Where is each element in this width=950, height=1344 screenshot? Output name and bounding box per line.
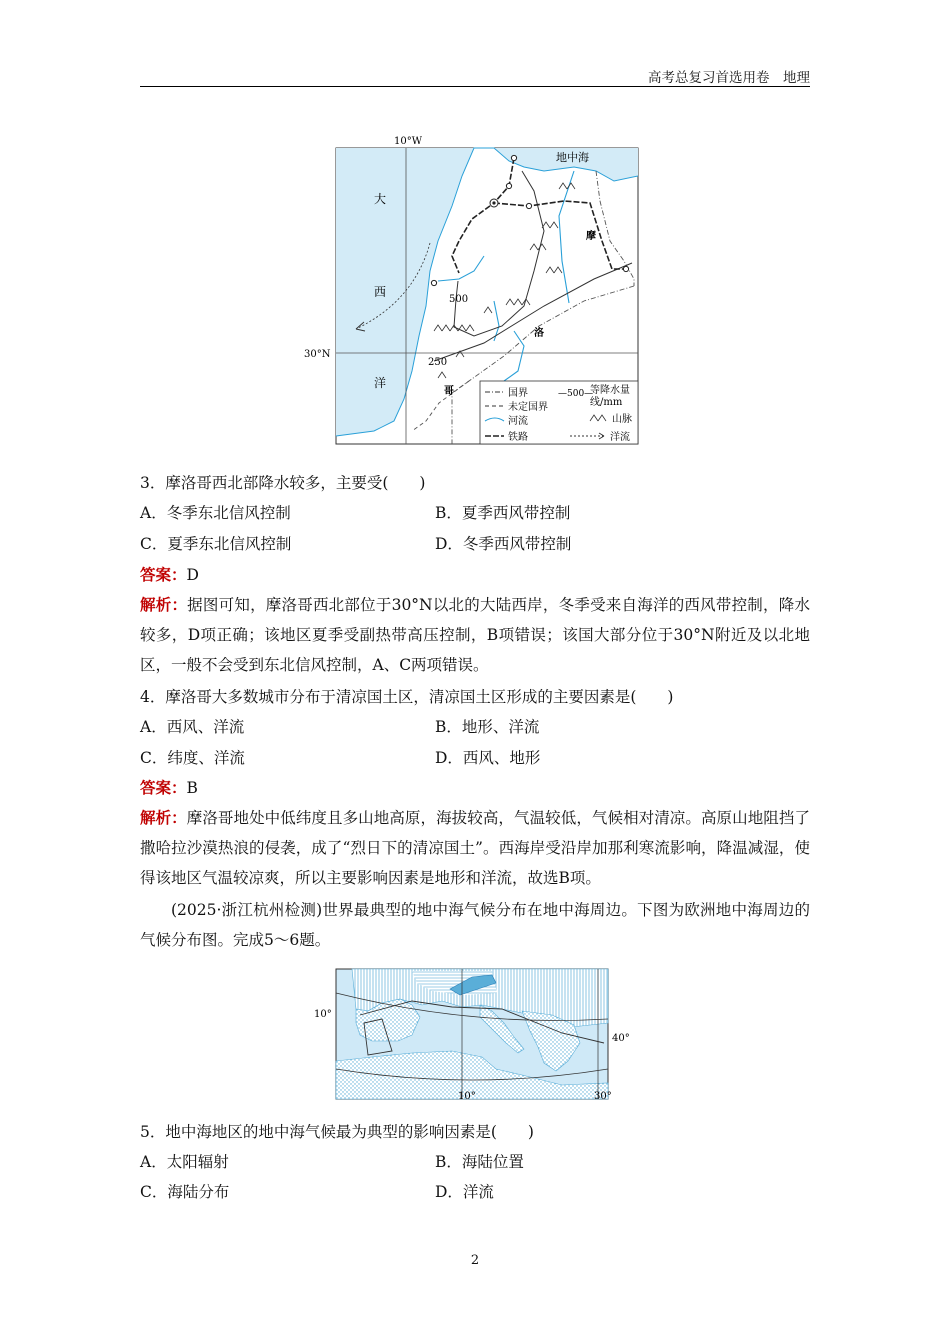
legend-isohyet-sym: —500— bbox=[558, 389, 594, 399]
lon-label-right: 30° bbox=[594, 1091, 612, 1102]
q3-option-c: C．夏季东北信风控制 bbox=[140, 535, 292, 553]
q5-option-c: C．海陆分布 bbox=[140, 1183, 230, 1201]
ocean-char-1: 大 bbox=[374, 192, 387, 206]
q4-analysis bbox=[140, 803, 810, 893]
map-legend bbox=[480, 381, 638, 444]
legend-railway: 铁路 bbox=[508, 432, 528, 443]
ocean-char-3: 洋 bbox=[374, 376, 387, 390]
page-number: 2 bbox=[470, 1253, 480, 1268]
q3-answer bbox=[140, 565, 199, 585]
q3-option-d: D．冬季西风带控制 bbox=[435, 535, 572, 553]
q4-option-b: B．地形、洋流 bbox=[435, 718, 540, 736]
q3-analysis bbox=[140, 590, 810, 680]
q3-analysis-text: 据图可知，摩洛哥西北部位于30°N以北的大陆西岸，冬季受来自海洋的西风带控制，降水较多，D项正确；该地区夏季受副热带高压控制，B项错误；该国大部分位于30°N附近及以北地区，一般不会受到东北信风控制，A、C两项错误。 bbox=[140, 596, 810, 674]
lat-label-left: 10° bbox=[314, 1009, 332, 1020]
q3-analysis-label: 解析： bbox=[140, 595, 188, 614]
q4-stem: 4．摩洛哥大多数城市分布于清凉国土区，清凉国土区形成的主要因素是( ) bbox=[140, 688, 674, 706]
legend-current: 洋流 bbox=[610, 432, 630, 443]
q5-option-b: B．海陆位置 bbox=[435, 1153, 524, 1171]
isohyet-500-label: 500 bbox=[449, 294, 469, 305]
q3-answer-value: D bbox=[186, 566, 199, 584]
q3-stem: 3．摩洛哥西北部降水较多，主要受( ) bbox=[140, 474, 426, 492]
lat-label: 30°N bbox=[304, 349, 331, 360]
country-char-3: 哥 bbox=[444, 386, 454, 397]
page-header bbox=[140, 66, 810, 87]
lon-label: 10°W bbox=[394, 136, 423, 147]
mediterranean-map bbox=[312, 965, 638, 1105]
legend-river: 河流 bbox=[508, 416, 528, 427]
legend-isohyet: 等降水量 bbox=[590, 385, 630, 396]
morocco-map bbox=[304, 131, 640, 447]
q4-answer-label: 答案： bbox=[140, 778, 187, 797]
intro-5-6: (2025·浙江杭州检测)世界最典型的地中海气候分布在地中海周边。下图为欧洲地中海周边的气候分布图。完成5～6题。 bbox=[140, 901, 810, 949]
sea-label: 地中海 bbox=[556, 151, 589, 164]
q5-option-a: A．太阳辐射 bbox=[140, 1153, 229, 1171]
q4-analysis-text: 摩洛哥地处中低纬度且多山地高原，海拔较高，气温较低，气候相对清凉。高原山地阻挡了撒哈拉沙漠热浪的侵袭，成了“烈日下的清凉国土”。西海岸受沿岸加那利寒流影响，降温减湿，使得该地区气温较凉爽，所以主要影响因素是地形和洋流，故选B项。 bbox=[140, 809, 810, 887]
ocean-char-2: 西 bbox=[374, 285, 387, 299]
q4-option-c: C．纬度、洋流 bbox=[140, 749, 245, 767]
q4-option-d: D．西风、地形 bbox=[435, 749, 541, 767]
q3-option-b: B．夏季西风带控制 bbox=[435, 504, 571, 522]
q3-option-a: A．冬季东北信风控制 bbox=[140, 504, 291, 522]
q5-option-d: D．洋流 bbox=[435, 1183, 494, 1201]
legend-undetermined: 未定国界 bbox=[508, 402, 548, 413]
lat-label-right: 40° bbox=[612, 1033, 630, 1044]
q4-answer bbox=[140, 778, 198, 798]
q4-answer-value: B bbox=[186, 779, 198, 797]
country-char-2: 洛 bbox=[534, 328, 544, 339]
legend-isohyet2: 线/mm bbox=[590, 397, 623, 408]
q4-analysis-label: 解析： bbox=[140, 808, 187, 827]
q5-stem: 5．地中海地区的地中海气候最为典型的影响因素是( ) bbox=[140, 1123, 534, 1141]
lon-label-mid: 10° bbox=[458, 1091, 476, 1102]
q4-option-a: A．西风、洋流 bbox=[140, 718, 245, 736]
q3-answer-label: 答案： bbox=[140, 565, 187, 584]
legend-mountain: 山脉 bbox=[612, 414, 632, 425]
isohyet-250-label: 250 bbox=[428, 357, 448, 368]
legend-border: 国界 bbox=[508, 388, 528, 399]
country-char-1: 摩 bbox=[586, 231, 596, 242]
header-title: 高考总复习首选用卷 地理 bbox=[648, 70, 810, 86]
